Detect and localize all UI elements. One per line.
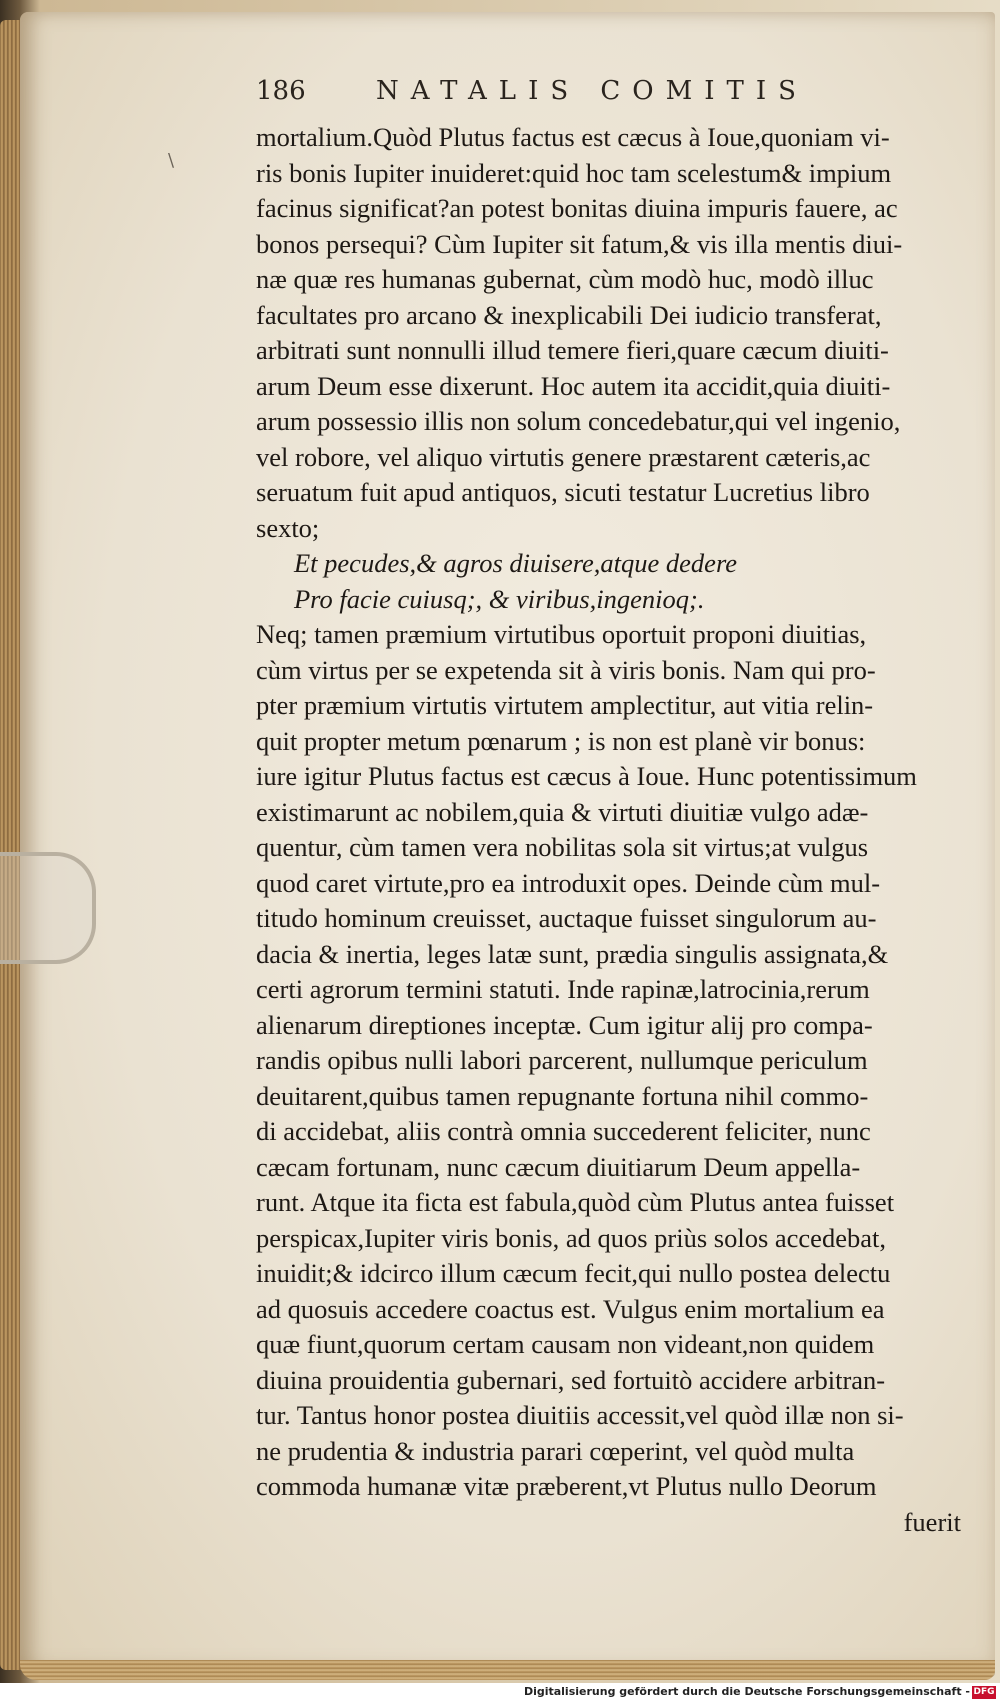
text-line: runt. Atque ita ficta est fabula,quòd cùm Plutus antea fuisset [256,1187,895,1217]
text-line: cùm virtus per se expetenda sit à viris bonis. Nam qui pro- [256,654,876,685]
footer-credit: Digitalisierung gefördert durch die Deutsche Forschungsgemeinschaft - [523,1685,970,1698]
text-line: di accidebat, aliis contrà omnia succederent feliciter, nunc [256,1116,871,1146]
text-line: mortalium.Quòd Plutus factus est cæcus à Ioue,quoniam vi- [256,122,890,152]
text-line: arum possessio illis non solum concedebatur,qui vel ingenio, [256,406,901,436]
catchword: fuerit [903,1506,961,1537]
text-line: certi agrorum termini statuti. Inde rapinæ,latrocinia,rerum [256,974,870,1004]
text-line: dacia & inertia, leges latæ sunt, prædia singulis assignata,& [256,938,889,969]
text-line: existimarunt ac nobilem,quia & virtuti diuitiæ vulgo adæ- [256,796,869,827]
text-line: arum Deum esse dixerunt. Hoc autem ita accidit,quia diuiti- [256,370,891,401]
verse-line: Pro facie cuiusq;, & viribus,ingenioq;. [294,583,705,614]
text-line: quæ fiunt,quorum certam causam non videant,non quidem [256,1329,875,1359]
text-line: deuitarent,quibus tamen repugnante fortuna nihil commo- [256,1080,869,1111]
text-line: quentur, cùm tamen vera nobilitas sola sit virtus;at vulgus [256,832,869,862]
text-line: titudo hominum creuisset, auctaque fuisset singulorum au- [256,903,877,933]
text-line: commoda humanæ vitæ præberent,vt Plutus nullo Deorum [256,1471,877,1501]
text-line: arbitrati sunt nonnulli illud temere fieri,quare cæcum diuiti- [256,335,889,365]
verse-line: Et pecudes,& agros diuisere,atque dedere [294,548,738,578]
text-line: ad quosuis accedere coactus est. Vulgus enim mortalium ea [256,1293,885,1324]
margin-mark: \ [168,150,175,171]
text-line: bonos persequi? Cùm Iupiter sit fatum,& vis illa mentis diui- [256,228,903,259]
text-line: facultates pro arcano & inexplicabili Dei iudicio transferat, [256,299,882,330]
running-title: NATALIS COMITIS [376,76,808,106]
dfg-logo: DFG [973,1687,995,1697]
page-header [256,76,896,116]
text-line: alienarum direptiones inceptæ. Cum igitur alij pro compa- [256,1009,873,1040]
text-line: quod caret virtute,pro ea introduxit opes. Deinde cùm mul- [256,867,881,898]
text-line: iure igitur Plutus factus est cæcus à Ioue. Hunc potentissimum [256,761,917,791]
text-line: ne prudentia & industria parari cœperint, vel quòd multa [256,1435,855,1466]
text-line: vel robore, vel aliquo virtutis genere præstarent cæteris,ac [256,441,871,472]
page-clip [0,852,96,964]
text-line: randis opibus nulli labori parcerent, nullumque periculum [256,1045,868,1075]
text-line: sexto; [256,512,320,543]
text-line: facinus significat?an potest bonitas diuina impuris fauere, ac [256,193,898,223]
text-line: ris bonis Iupiter inuideret:quid hoc tam scelestum& impium [256,157,892,188]
text-line: seruatum fuit apud antiquos, sicuti testatur Lucretius libro [256,477,870,507]
text-line: quit propter metum pœnarum ; is non est planè vir bonus: [256,725,866,756]
text-line: Neq; tamen præmium virtutibus oportuit proponi diuitias, [256,619,867,649]
text-line: diuina prouidentia gubernari, sed fortuitò accidere arbitran- [256,1364,886,1395]
text-line: tur. Tantus honor postea diuitiis accessit,vel quòd illæ non si- [256,1400,904,1430]
text-line: næ quæ res humanas gubernat, cùm modò huc, modò illuc [256,264,874,294]
text-line: inuidit;& idcirco illum cæcum fecit,qui nullo postea delectu [256,1258,891,1288]
page-number: 186 [256,76,306,106]
page-bottom-edge [20,1660,995,1680]
text-line: pter præmium virtutis virtutem amplectitur, aut vitia relin- [256,690,874,720]
text-line: perspicax,Iupiter viris bonis, ad quos priùs solos accedebat, [256,1222,886,1253]
body-text [256,120,961,1540]
digitization-footer [0,1683,1000,1703]
text-line: cæcam fortunam, nunc cæcum diuitiarum Deum appella- [256,1151,861,1182]
